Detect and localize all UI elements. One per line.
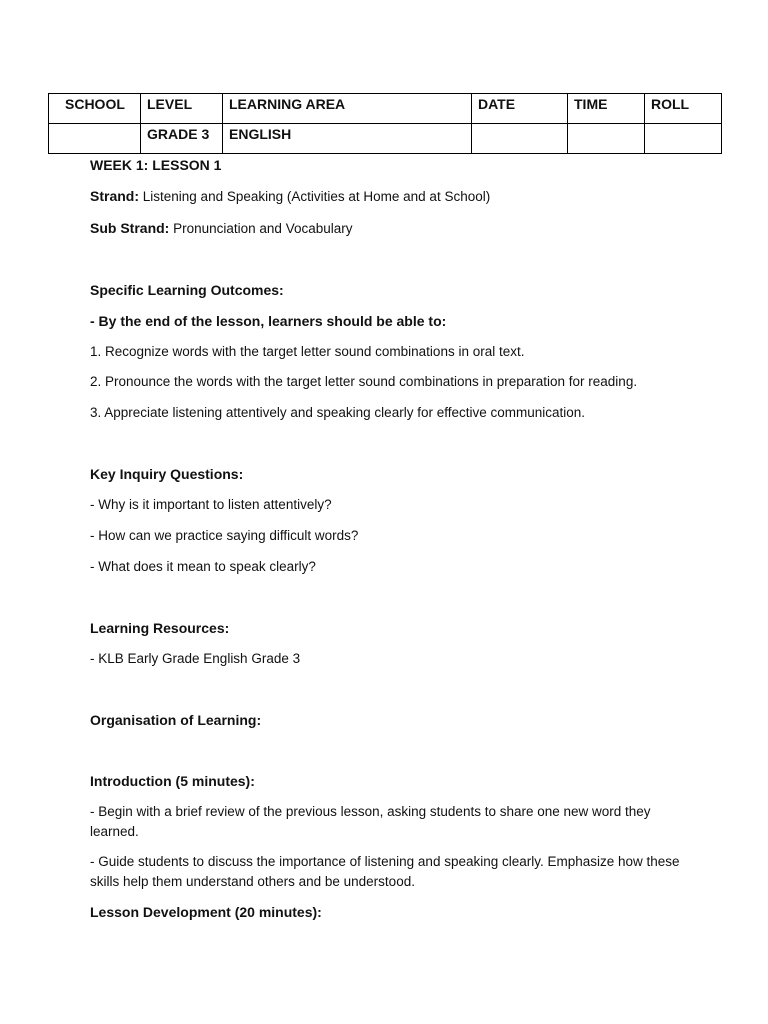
header-cell-level: LEVEL	[141, 94, 223, 124]
lesson-content	[90, 155, 680, 922]
inquiry-heading: Key Inquiry Questions:	[90, 466, 244, 482]
value-cell-time	[568, 124, 645, 154]
substrand-label: Sub Strand:	[90, 220, 170, 236]
outcome-item: 2. Pronounce the words with the target letter sound combinations in preparation for reading.	[90, 374, 638, 389]
lesson-header-table	[48, 93, 722, 154]
header-row	[49, 94, 722, 124]
strand-line	[90, 186, 680, 207]
inquiry-item: - How can we practice saying difficult words?	[90, 528, 359, 543]
resource-item: - KLB Early Grade English Grade 3	[90, 651, 301, 666]
week-title: WEEK 1: LESSON 1	[90, 157, 222, 173]
header-cell-roll: ROLL	[645, 94, 722, 124]
substrand-value: Pronunciation and Vocabulary	[173, 221, 353, 236]
resources-heading: Learning Resources:	[90, 620, 230, 636]
organisation-heading: Organisation of Learning:	[90, 712, 262, 728]
introduction-item: - Begin with a brief review of the previous lesson, asking students to share one new word they learned.	[90, 804, 651, 839]
introduction-heading: Introduction (5 minutes):	[90, 773, 255, 789]
value-cell-school	[49, 124, 141, 154]
inquiry-item: - Why is it important to listen attentively?	[90, 497, 332, 512]
value-cell-learning-area: ENGLISH	[223, 124, 472, 154]
development-heading: Lesson Development (20 minutes):	[90, 904, 322, 920]
header-cell-school: SCHOOL	[49, 94, 141, 124]
header-cell-date: DATE	[472, 94, 568, 124]
strand-label: Strand:	[90, 188, 139, 204]
value-row	[49, 124, 722, 154]
value-cell-roll	[645, 124, 722, 154]
outcome-item: 1. Recognize words with the target letter sound combinations in oral text.	[90, 344, 525, 359]
header-cell-learning-area: LEARNING AREA	[223, 94, 472, 124]
value-cell-level: GRADE 3	[141, 124, 223, 154]
inquiry-item: - What does it mean to speak clearly?	[90, 559, 316, 574]
value-cell-date	[472, 124, 568, 154]
header-cell-time: TIME	[568, 94, 645, 124]
introduction-item: - Guide students to discuss the importance of listening and speaking clearly. Emphasize how these skills help them understand others and be understood.	[90, 854, 680, 889]
outcome-item: 3. Appreciate listening attentively and speaking clearly for effective communication.	[90, 405, 586, 420]
strand-value: Listening and Speaking (Activities at Home and at School)	[142, 189, 491, 204]
outcomes-intro: - By the end of the lesson, learners should be able to:	[90, 313, 447, 329]
substrand-line	[90, 218, 680, 239]
outcomes-heading: Specific Learning Outcomes:	[90, 282, 284, 298]
